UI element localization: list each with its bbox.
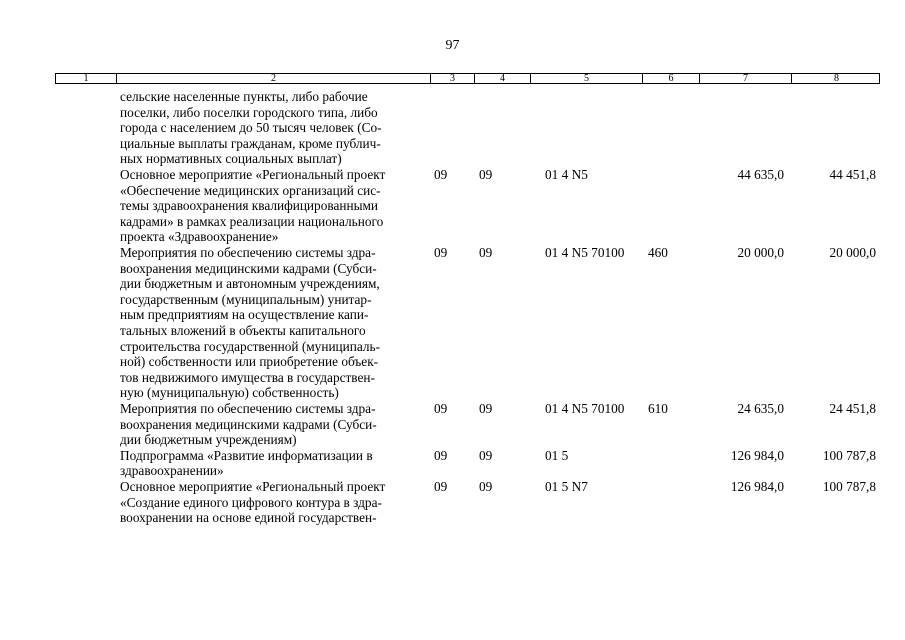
cell-c7: 126 984,0 [730,479,784,494]
cell-c3: 09 [434,479,448,494]
description-line: поселки, либо поселки городского типа, либо [120,104,378,120]
header-col-4: 4 [475,74,531,83]
row-description [120,448,425,479]
cell-c6: 610 [648,401,668,416]
cell-c4: 09 [479,401,493,416]
header-col-1: 1 [56,74,117,83]
cell-c4: 09 [479,479,493,494]
header-col-2: 2 [117,74,431,83]
description-line: Основное мероприятие «Региональный проект [120,167,386,182]
description-line: ной) собственности или приобретение объек- [120,354,379,370]
description-line: тальных вложений в объекты капитального [120,322,366,338]
cell-c5: 01 5 [545,447,569,463]
cell-c4: 09 [479,447,493,463]
row-description [120,401,425,448]
header-col-8: 8 [834,73,839,84]
row-description [120,245,425,401]
description-line: Мероприятия по обеспечению системы здра- [120,245,376,260]
page-number: 97 [445,38,460,53]
header-col-3: 3 [431,74,475,83]
description-line: кадрами» в рамках реализации национального [120,213,384,229]
description-line: проекта «Здравоохранение» [120,229,279,245]
description-line: тов недвижимого имущества в государствен- [120,369,375,385]
description-line: города с населением до 50 тысяч человек (Со- [120,120,382,136]
description-line: темы здравоохранения квалифицированными [120,198,379,214]
description-line: ных нормативных социальных выплат) [120,151,342,167]
cell-c8: 100 787,8 [822,479,876,494]
cell-c7: 20 000,0 [737,245,784,260]
description-line: ным предприятиям на осуществление капи- [120,307,369,323]
cell-c4: 09 [479,167,493,182]
row-description [120,167,425,245]
row-description [120,479,425,526]
description-line: циальные выплаты гражданам, кроме публич- [120,135,381,151]
cell-c3: 09 [434,401,448,416]
cell-c7: 126 984,0 [730,447,784,463]
cell-c8: 44 451,8 [829,167,876,182]
cell-c3: 09 [434,167,448,182]
description-line: «Обеспечение медицинских организаций сис- [120,182,381,198]
cell-c8: 20 000,0 [829,245,876,260]
description-line: дии бюджетным учреждениям) [120,432,297,448]
description-line: ную (муниципальную) собственность) [120,385,339,401]
cell-c4: 09 [479,245,493,260]
header-col-6: 6 [643,74,700,83]
description-line: Мероприятия по обеспечению системы здра- [120,401,376,416]
table-header-row [55,73,880,84]
cell-c8: 24 451,8 [829,401,876,416]
description-line: «Создание единого цифрового контура в здра- [120,494,382,510]
cell-c5: 01 4 N5 70100 [545,401,625,416]
header-col-7: 7 [700,74,792,83]
description-line: сельские населенные пункты, либо рабочие [120,89,368,104]
cell-c7: 24 635,0 [737,401,784,416]
description-line: Основное мероприятие «Региональный проект [120,479,386,494]
description-line: строительства государственной (муниципаль- [120,338,381,354]
cell-c3: 09 [434,447,448,463]
cell-c5: 01 4 N5 [545,167,588,182]
cell-c5: 01 5 N7 [545,479,588,494]
description-line: воохранения медицинскими кадрами (Субси- [120,416,377,432]
cell-c5: 01 4 N5 70100 [545,245,625,260]
description-line: воохранении на основе единой государствен- [120,510,377,526]
description-line: Подпрограмма «Развитие информатизации в [120,447,373,463]
row-description [120,89,425,167]
cell-c8: 100 787,8 [822,447,876,463]
cell-c6: 460 [648,245,668,260]
cell-c3: 09 [434,245,448,260]
header-col-5: 5 [531,74,643,83]
description-line: здравоохранении» [120,463,224,479]
description-line: дии бюджетным и автономным учреждениям, [120,276,380,292]
cell-c7: 44 635,0 [737,167,784,182]
description-line: государственным (муниципальным) унитар- [120,291,372,307]
description-line: воохранения медицинскими кадрами (Субси- [120,260,377,276]
